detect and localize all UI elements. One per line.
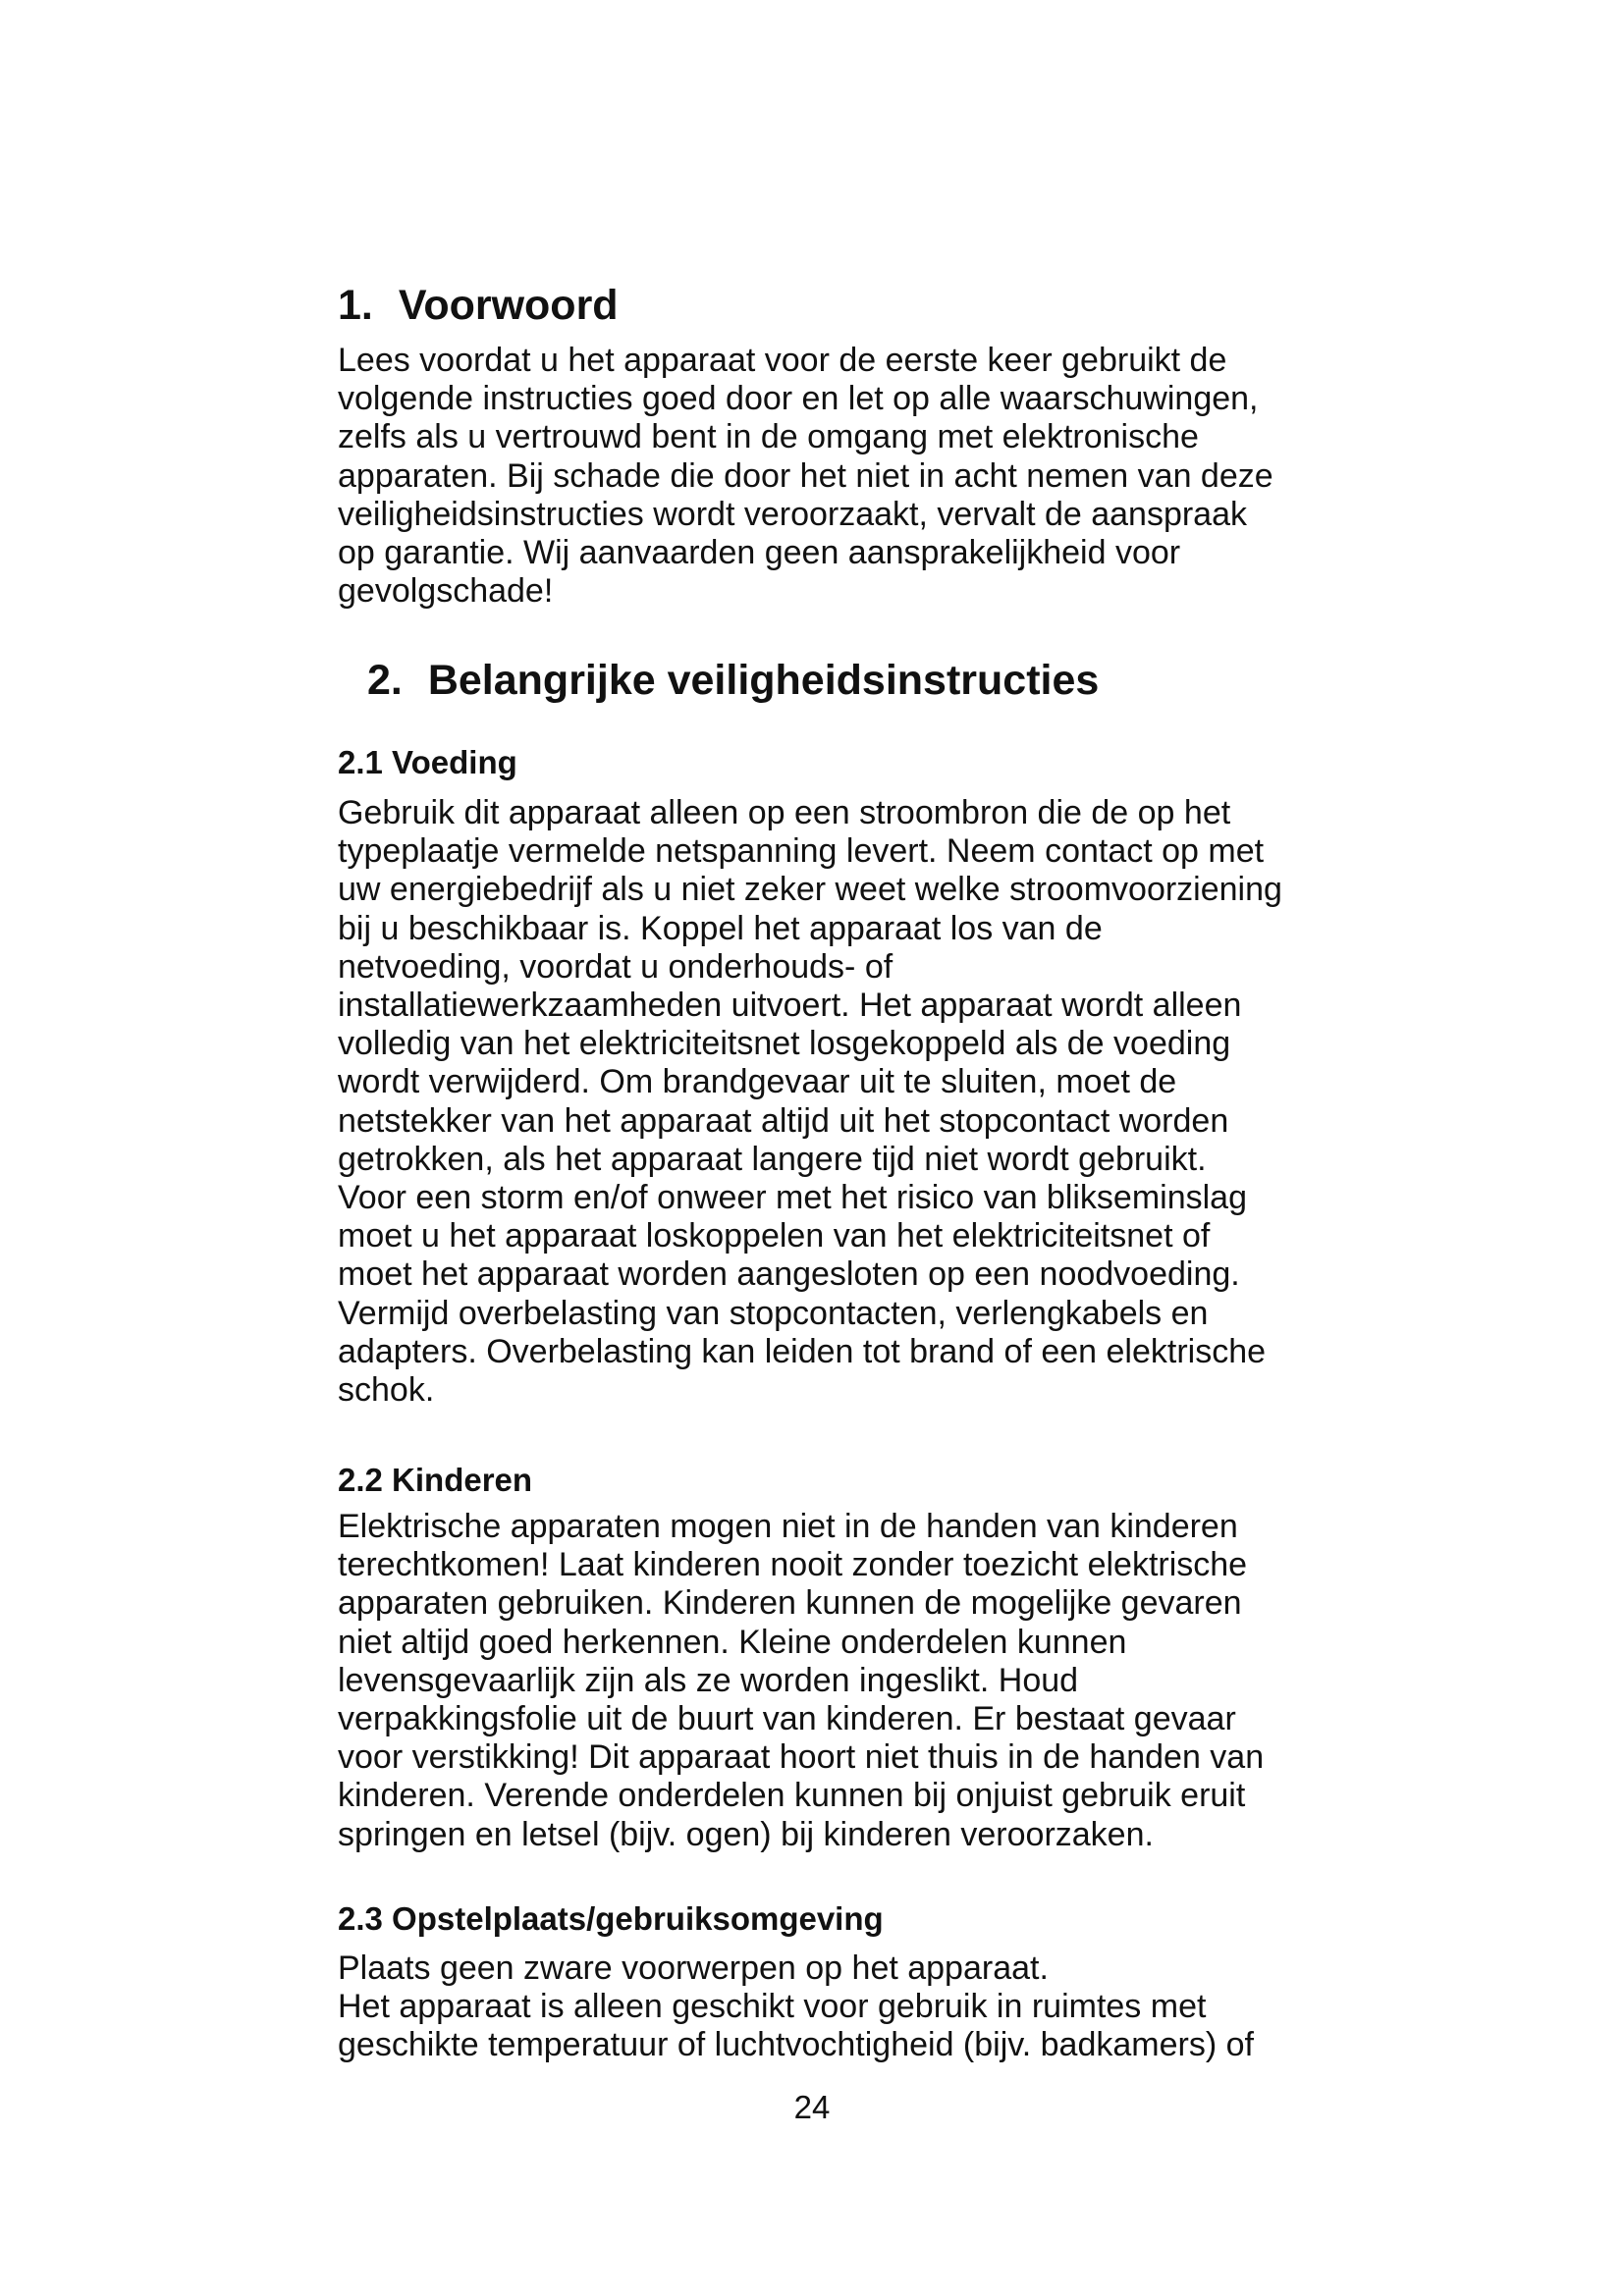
paragraph-line: terechtkomen! Laat kinderen nooit zonder toezicht elektrische <box>338 1546 1248 1584</box>
paragraph-line: Vermijd overbelasting van stopcontacten, verlengkabels en <box>338 1294 1209 1332</box>
paragraph-line: levensgevaarlijk zijn als ze worden ingeslikt. Houd <box>338 1661 1079 1699</box>
paragraph-line: netstekker van het apparaat altijd uit het stopcontact worden <box>338 1101 1229 1140</box>
paragraph-line: volgende instructies goed door en let op alle waarschuwingen, <box>338 380 1259 418</box>
paragraph-line: apparaten. Bij schade die door het niet in acht nemen van deze <box>338 456 1273 495</box>
paragraph-line: gevolgschade! <box>338 572 554 611</box>
paragraph-line: wordt verwijderd. Om brandgevaar uit te sluiten, moet de <box>338 1063 1177 1101</box>
paragraph-line: springen en letsel (bijv. ogen) bij kinderen veroorzaken. <box>338 1815 1154 1853</box>
paragraph-line: typeplaatje vermelde netspanning levert. Neem contact op met <box>338 832 1265 871</box>
subsection-2-1-heading: 2.1 Voeding <box>338 744 517 780</box>
paragraph-line: niet altijd goed herkennen. Kleine onderdelen kunnen <box>338 1623 1127 1661</box>
subsection-2-3-heading: 2.3 Opstelplaats/gebruiksomgeving <box>338 1900 884 1937</box>
paragraph-line: Voor een storm en/of onweer met het risico van blikseminslag <box>338 1179 1248 1217</box>
subsection-2-3-paragraph <box>338 1949 1300 2065</box>
paragraph-line: uw energiebedrijf als u niet zeker weet welke stroomvoorziening <box>338 871 1282 909</box>
paragraph-line: adapters. Overbelasting kan leiden tot brand of een elektrische <box>338 1332 1267 1370</box>
section-1-heading <box>338 281 619 330</box>
paragraph-line: moet u het apparaat loskoppelen van het elektriciteitsnet of <box>338 1217 1211 1255</box>
paragraph-line: Gebruik dit apparaat alleen op een stroombron die de op het <box>338 794 1231 831</box>
paragraph-line: bij u beschikbaar is. Koppel het apparaat los van de <box>338 909 1103 947</box>
paragraph-line: zelfs als u vertrouwd bent in de omgang met elektronische <box>338 418 1199 456</box>
section-1-paragraph <box>338 342 1300 611</box>
page-number: 24 <box>793 2089 831 2125</box>
subsection-2-2-paragraph <box>338 1508 1300 1854</box>
paragraph-line: schok. <box>338 1371 435 1410</box>
paragraph-line: Elektrische apparaten mogen niet in de handen van kinderen <box>338 1508 1238 1545</box>
paragraph-line: installatiewerkzaamheden uitvoert. Het apparaat wordt alleen <box>338 987 1242 1025</box>
paragraph-line: Het apparaat is alleen geschikt voor gebruik in ruimtes met <box>338 1988 1207 2026</box>
paragraph-line: geschikte temperatuur of luchtvochtigheid (bijv. badkamers) of <box>338 2026 1254 2064</box>
section-1-number: 1. <box>338 282 373 329</box>
subsection-2-1-paragraph <box>338 794 1300 1410</box>
paragraph-line: verpakkingsfolie uit de buurt van kinderen. Er bestaat gevaar <box>338 1700 1236 1738</box>
paragraph-line: voor verstikking! Dit apparaat hoort niet thuis in de handen van <box>338 1738 1265 1777</box>
paragraph-line: volledig van het elektriciteitsnet losgekoppeld als de voeding <box>338 1025 1231 1063</box>
section-2-number: 2. <box>367 657 403 704</box>
paragraph-line: Plaats geen zware voorwerpen op het apparaat. <box>338 1949 1049 1987</box>
paragraph-line: Lees voordat u het apparaat voor de eerste keer gebruikt de <box>338 342 1227 379</box>
paragraph-line: moet het apparaat worden aangesloten op een noodvoeding. <box>338 1255 1240 1294</box>
paragraph-line: netvoeding, voordat u onderhouds- of <box>338 947 893 986</box>
subsection-2-2-heading: 2.2 Kinderen <box>338 1462 533 1498</box>
paragraph-line: op garantie. Wij aanvaarden geen aansprakelijkheid voor <box>338 534 1181 572</box>
section-1-title: Voorwoord <box>398 282 619 329</box>
paragraph-line: veiligheidsinstructies wordt veroorzaakt, vervalt de aanspraak <box>338 495 1248 533</box>
paragraph-line: kinderen. Verende onderdelen kunnen bij onjuist gebruik eruit <box>338 1777 1246 1815</box>
paragraph-line: getrokken, als het apparaat langere tijd niet wordt gebruikt. <box>338 1140 1207 1178</box>
section-2-title: Belangrijke veiligheidsinstructies <box>427 657 1100 704</box>
paragraph-line: apparaten gebruiken. Kinderen kunnen de mogelijke gevaren <box>338 1584 1242 1623</box>
section-2-heading <box>367 656 1099 705</box>
